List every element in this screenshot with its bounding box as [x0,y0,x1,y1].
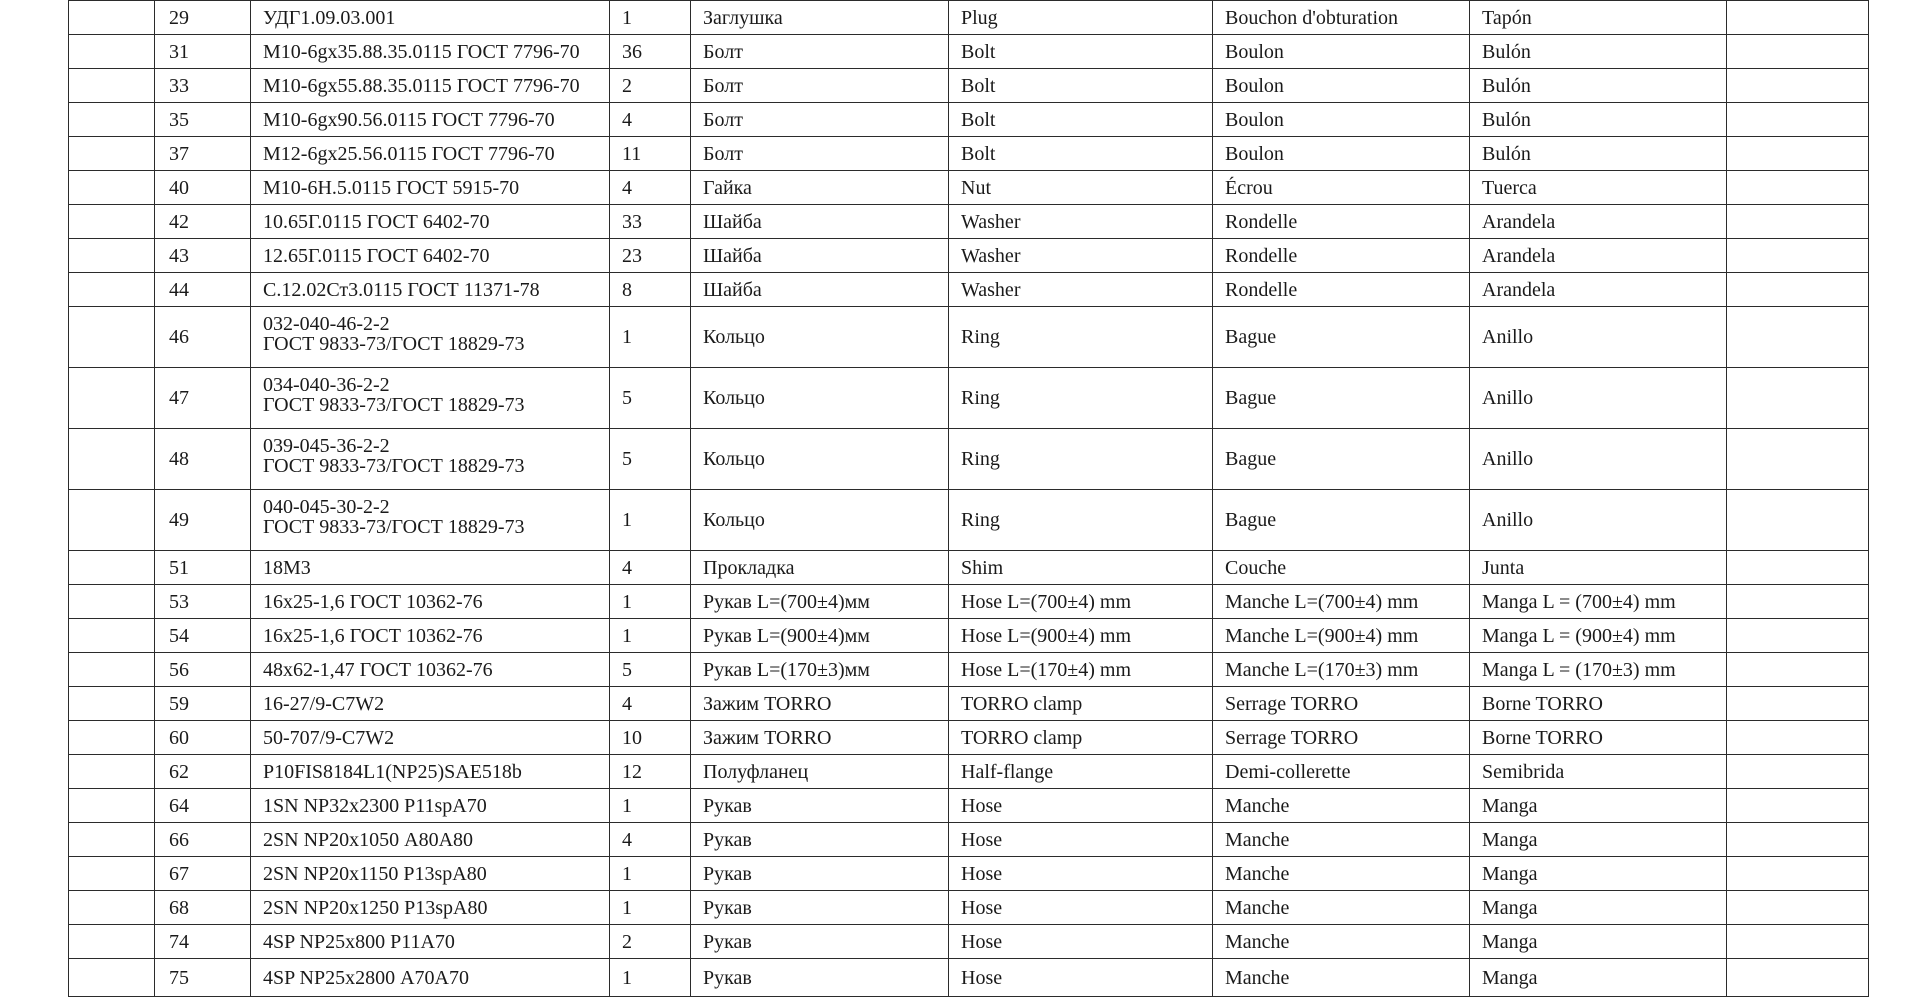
designation-cell [251,721,610,755]
name-russian-cell: Шайба [691,239,949,273]
table-row [69,69,1869,103]
designation-line: 12.65Г.0115 ГОСТ 6402-70 [263,244,490,267]
name-spanish-cell: Anillo [1470,307,1727,368]
name-french-cell: Manche L=(170±3) mm [1213,653,1470,687]
table-row [69,368,1869,429]
empty-cell [1727,429,1869,490]
name-english-cell: Half-flange [949,755,1213,789]
name-spanish-cell: Bulón [1470,137,1727,171]
name-english-cell: Nut [949,171,1213,205]
name-english-cell: Hose [949,823,1213,857]
empty-cell [69,687,155,721]
designation-cell [251,823,610,857]
empty-cell [69,137,155,171]
designation-cell [251,551,610,585]
designation-cell [251,653,610,687]
name-russian-cell: Рукав [691,891,949,925]
quantity-cell: 10 [610,721,691,755]
empty-cell [1727,755,1869,789]
name-french-cell: Manche L=(900±4) mm [1213,619,1470,653]
name-french-cell: Boulon [1213,35,1470,69]
table-row [69,103,1869,137]
name-french-cell: Demi-collerette [1213,755,1470,789]
designation-line: ГОСТ 9833-73/ГОСТ 18829-73 [263,455,525,477]
position-number-cell: 59 [155,687,251,721]
name-russian-cell: Болт [691,137,949,171]
designation-line: 16х25-1,6 ГОСТ 10362-76 [263,590,483,613]
designation-cell [251,755,610,789]
designation-cell [251,959,610,997]
name-spanish-cell: Anillo [1470,368,1727,429]
position-number-cell: 33 [155,69,251,103]
quantity-cell: 36 [610,35,691,69]
quantity-cell: 1 [610,490,691,551]
name-french-cell: Manche [1213,823,1470,857]
name-french-cell: Écrou [1213,171,1470,205]
designation-cell [251,69,610,103]
name-french-cell: Manche [1213,925,1470,959]
empty-cell [1727,925,1869,959]
name-russian-cell: Гайка [691,171,949,205]
quantity-cell: 23 [610,239,691,273]
name-spanish-cell: Anillo [1470,490,1727,551]
empty-cell [69,959,155,997]
empty-cell [1727,789,1869,823]
empty-cell [69,653,155,687]
name-english-cell: Hose L=(700±4) mm [949,585,1213,619]
quantity-cell: 1 [610,585,691,619]
designation-line: 4SP NP25х2800 A70A70 [263,966,469,989]
name-spanish-cell: Manga L = (700±4) mm [1470,585,1727,619]
designation-cell [251,137,610,171]
designation-line: М10-6gх90.56.0115 ГОСТ 7796-70 [263,108,555,131]
empty-cell [1727,307,1869,368]
empty-cell [69,171,155,205]
empty-cell [69,205,155,239]
table-row [69,687,1869,721]
name-spanish-cell: Tuerca [1470,171,1727,205]
position-number-cell: 62 [155,755,251,789]
empty-cell [1727,103,1869,137]
name-french-cell: Manche [1213,959,1470,997]
position-number-cell: 42 [155,205,251,239]
empty-cell [69,490,155,551]
empty-cell [69,789,155,823]
name-spanish-cell: Manga [1470,891,1727,925]
designation-line: 10.65Г.0115 ГОСТ 6402-70 [263,210,490,233]
empty-cell [69,619,155,653]
designation-cell [251,585,610,619]
designation-cell [251,307,610,368]
name-spanish-cell: Arandela [1470,239,1727,273]
name-spanish-cell: Bulón [1470,69,1727,103]
designation-line: 18М3 [263,556,311,579]
empty-cell [69,755,155,789]
quantity-cell: 4 [610,103,691,137]
empty-cell [69,69,155,103]
empty-cell [69,823,155,857]
name-spanish-cell: Manga [1470,959,1727,997]
empty-cell [1727,1,1869,35]
name-russian-cell: Шайба [691,273,949,307]
empty-cell [69,273,155,307]
designation-cell [251,103,610,137]
designation-line: 034-040-36-2-2 [263,374,390,396]
name-english-cell: TORRO clamp [949,687,1213,721]
designation-cell [251,35,610,69]
designation-line: М12-6gх25.56.0115 ГОСТ 7796-70 [263,142,555,165]
name-english-cell: Bolt [949,137,1213,171]
quantity-cell: 1 [610,307,691,368]
name-russian-cell: Болт [691,35,949,69]
empty-cell [69,721,155,755]
name-russian-cell: Полуфланец [691,755,949,789]
designation-cell [251,368,610,429]
designation-cell [251,273,610,307]
name-french-cell: Bague [1213,307,1470,368]
table-row [69,891,1869,925]
name-spanish-cell: Arandela [1470,273,1727,307]
empty-cell [69,857,155,891]
name-english-cell: Hose [949,857,1213,891]
empty-cell [1727,35,1869,69]
table-row [69,755,1869,789]
position-number-cell: 60 [155,721,251,755]
name-english-cell: Hose L=(170±4) mm [949,653,1213,687]
designation-line: 2SN NP20х1150 P13spA80 [263,862,487,885]
empty-cell [1727,490,1869,551]
name-spanish-cell: Junta [1470,551,1727,585]
empty-cell [69,551,155,585]
name-french-cell: Manche L=(700±4) mm [1213,585,1470,619]
name-english-cell: TORRO clamp [949,721,1213,755]
empty-cell [1727,69,1869,103]
empty-cell [1727,585,1869,619]
name-english-cell: Washer [949,239,1213,273]
empty-cell [69,585,155,619]
name-french-cell: Bague [1213,368,1470,429]
designation-cell [251,205,610,239]
table-row [69,239,1869,273]
position-number-cell: 66 [155,823,251,857]
quantity-cell: 5 [610,653,691,687]
designation-line: М10-6gх35.88.35.0115 ГОСТ 7796-70 [263,40,580,63]
position-number-cell: 43 [155,239,251,273]
name-french-cell: Boulon [1213,137,1470,171]
empty-cell [69,925,155,959]
designation-cell [251,891,610,925]
name-russian-cell: Рукав L=(700±4)мм [691,585,949,619]
name-english-cell: Hose [949,891,1213,925]
name-english-cell: Ring [949,368,1213,429]
name-french-cell: Boulon [1213,69,1470,103]
table-row [69,551,1869,585]
designation-line: 4SP NP25х800 P11A70 [263,930,455,953]
table-row [69,35,1869,69]
name-russian-cell: Болт [691,103,949,137]
name-russian-cell: Рукав [691,823,949,857]
name-english-cell: Ring [949,490,1213,551]
quantity-cell: 33 [610,205,691,239]
position-number-cell: 40 [155,171,251,205]
name-french-cell: Bague [1213,490,1470,551]
designation-cell [251,857,610,891]
table-row [69,171,1869,205]
table-row [69,721,1869,755]
designation-line: 48х62-1,47 ГОСТ 10362-76 [263,658,493,681]
empty-cell [1727,619,1869,653]
designation-line: 16-27/9-C7W2 [263,692,385,715]
empty-cell [69,35,155,69]
position-number-cell: 51 [155,551,251,585]
empty-cell [1727,959,1869,997]
quantity-cell: 4 [610,551,691,585]
table-row [69,789,1869,823]
name-english-cell: Bolt [949,103,1213,137]
table-row [69,429,1869,490]
quantity-cell: 4 [610,687,691,721]
name-russian-cell: Рукав L=(900±4)мм [691,619,949,653]
designation-line: ГОСТ 9833-73/ГОСТ 18829-73 [263,394,525,416]
name-french-cell: Bague [1213,429,1470,490]
quantity-cell: 11 [610,137,691,171]
position-number-cell: 44 [155,273,251,307]
name-spanish-cell: Bulón [1470,35,1727,69]
position-number-cell: 54 [155,619,251,653]
empty-cell [1727,368,1869,429]
quantity-cell: 8 [610,273,691,307]
designation-line: P10FIS8184L1(NP25)SAE518b [263,760,522,783]
designation-cell [251,490,610,551]
position-number-cell: 47 [155,368,251,429]
designation-line: 2SN NP20х1050 A80A80 [263,828,474,851]
name-french-cell: Boulon [1213,103,1470,137]
designation-line: М10-6Н.5.0115 ГОСТ 5915-70 [263,176,520,199]
quantity-cell: 1 [610,891,691,925]
quantity-cell: 2 [610,925,691,959]
name-russian-cell: Кольцо [691,368,949,429]
name-english-cell: Ring [949,429,1213,490]
name-french-cell: Bouchon d'obturation [1213,1,1470,35]
designation-line: 032-040-46-2-2 [263,313,390,335]
name-spanish-cell: Manga L = (170±3) mm [1470,653,1727,687]
position-number-cell: 64 [155,789,251,823]
empty-cell [1727,239,1869,273]
designation-cell [251,1,610,35]
name-russian-cell: Рукав [691,959,949,997]
quantity-cell: 5 [610,429,691,490]
designation-cell [251,429,610,490]
name-french-cell: Manche [1213,857,1470,891]
table-row [69,273,1869,307]
empty-cell [69,307,155,368]
empty-cell [1727,857,1869,891]
name-english-cell: Washer [949,205,1213,239]
position-number-cell: 67 [155,857,251,891]
name-russian-cell: Рукав L=(170±3)мм [691,653,949,687]
designation-cell [251,171,610,205]
position-number-cell: 68 [155,891,251,925]
position-number-cell: 29 [155,1,251,35]
name-spanish-cell: Manga [1470,925,1727,959]
position-number-cell: 74 [155,925,251,959]
name-russian-cell: Шайба [691,205,949,239]
name-spanish-cell: Arandela [1470,205,1727,239]
quantity-cell: 5 [610,368,691,429]
designation-line: С.12.02Ст3.0115 ГОСТ 11371-78 [263,278,540,301]
table-row [69,959,1869,997]
name-english-cell: Washer [949,273,1213,307]
name-russian-cell: Рукав [691,789,949,823]
designation-line: ГОСТ 9833-73/ГОСТ 18829-73 [263,333,525,355]
name-spanish-cell: Anillo [1470,429,1727,490]
designation-cell [251,687,610,721]
table-row [69,619,1869,653]
empty-cell [1727,551,1869,585]
name-english-cell: Bolt [949,35,1213,69]
name-french-cell: Serrage TORRO [1213,721,1470,755]
designation-line: 16х25-1,6 ГОСТ 10362-76 [263,624,483,647]
quantity-cell: 2 [610,69,691,103]
name-russian-cell: Рукав [691,857,949,891]
name-english-cell: Hose [949,925,1213,959]
name-english-cell: Hose L=(900±4) mm [949,619,1213,653]
quantity-cell: 1 [610,857,691,891]
position-number-cell: 35 [155,103,251,137]
name-english-cell: Shim [949,551,1213,585]
name-russian-cell: Болт [691,69,949,103]
quantity-cell: 1 [610,789,691,823]
empty-cell [69,239,155,273]
designation-cell [251,239,610,273]
empty-cell [69,1,155,35]
position-number-cell: 46 [155,307,251,368]
quantity-cell: 4 [610,171,691,205]
name-spanish-cell: Borne TORRO [1470,721,1727,755]
name-french-cell: Rondelle [1213,239,1470,273]
empty-cell [1727,823,1869,857]
name-russian-cell: Прокладка [691,551,949,585]
empty-cell [1727,721,1869,755]
parts-table [68,0,1869,997]
empty-cell [69,429,155,490]
table-row [69,823,1869,857]
name-spanish-cell: Manga [1470,823,1727,857]
designation-line: 50-707/9-C7W2 [263,726,395,749]
designation-line: УДГ1.09.03.001 [263,6,396,29]
name-french-cell: Rondelle [1213,273,1470,307]
table-row [69,1,1869,35]
name-spanish-cell: Bulón [1470,103,1727,137]
position-number-cell: 49 [155,490,251,551]
name-french-cell: Manche [1213,891,1470,925]
table-row [69,307,1869,368]
position-number-cell: 48 [155,429,251,490]
empty-cell [1727,205,1869,239]
empty-cell [69,891,155,925]
designation-line: 1SN NP32х2300 P11spA70 [263,794,487,817]
name-english-cell: Ring [949,307,1213,368]
position-number-cell: 56 [155,653,251,687]
document-page [68,0,1868,997]
name-russian-cell: Зажим TORRO [691,687,949,721]
name-english-cell: Hose [949,789,1213,823]
empty-cell [1727,273,1869,307]
name-french-cell: Serrage TORRO [1213,687,1470,721]
empty-cell [69,368,155,429]
name-russian-cell: Заглушка [691,1,949,35]
position-number-cell: 31 [155,35,251,69]
designation-cell [251,925,610,959]
designation-cell [251,619,610,653]
name-english-cell: Bolt [949,69,1213,103]
table-row [69,653,1869,687]
name-french-cell: Manche [1213,789,1470,823]
name-russian-cell: Кольцо [691,490,949,551]
name-spanish-cell: Manga [1470,857,1727,891]
quantity-cell: 4 [610,823,691,857]
designation-line: М10-6gх55.88.35.0115 ГОСТ 7796-70 [263,74,580,97]
name-spanish-cell: Borne TORRO [1470,687,1727,721]
table-row [69,857,1869,891]
designation-cell [251,789,610,823]
position-number-cell: 75 [155,959,251,997]
name-spanish-cell: Tapón [1470,1,1727,35]
name-russian-cell: Кольцо [691,307,949,368]
position-number-cell: 37 [155,137,251,171]
empty-cell [69,103,155,137]
table-row [69,137,1869,171]
name-russian-cell: Зажим TORRO [691,721,949,755]
name-french-cell: Couche [1213,551,1470,585]
empty-cell [1727,137,1869,171]
name-russian-cell: Кольцо [691,429,949,490]
designation-line: 2SN NP20х1250 P13spA80 [263,896,488,919]
name-english-cell: Hose [949,959,1213,997]
designation-line: 040-045-30-2-2 [263,496,390,518]
table-row [69,585,1869,619]
parts-table-body [69,1,1869,997]
name-spanish-cell: Manga [1470,789,1727,823]
designation-line: 039-045-36-2-2 [263,435,390,457]
quantity-cell: 1 [610,619,691,653]
empty-cell [1727,687,1869,721]
table-row [69,205,1869,239]
name-russian-cell: Рукав [691,925,949,959]
empty-cell [1727,891,1869,925]
quantity-cell: 1 [610,1,691,35]
quantity-cell: 1 [610,959,691,997]
table-row [69,490,1869,551]
name-english-cell: Plug [949,1,1213,35]
empty-cell [1727,171,1869,205]
name-spanish-cell: Semibrida [1470,755,1727,789]
empty-cell [1727,653,1869,687]
designation-line: ГОСТ 9833-73/ГОСТ 18829-73 [263,516,525,538]
quantity-cell: 12 [610,755,691,789]
table-row [69,925,1869,959]
position-number-cell: 53 [155,585,251,619]
name-spanish-cell: Manga L = (900±4) mm [1470,619,1727,653]
name-french-cell: Rondelle [1213,205,1470,239]
